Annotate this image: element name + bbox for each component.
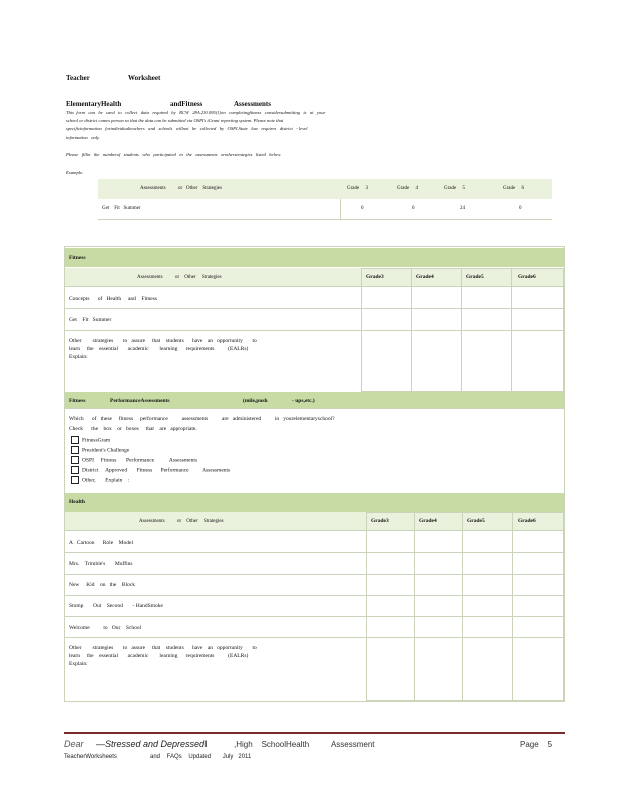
fitness-grade-5: Grade5	[466, 274, 484, 280]
health-grade-6: Grade6	[518, 518, 536, 524]
example-table-row	[98, 199, 552, 220]
performance-title-c: (mile,push	[243, 398, 268, 404]
fitness-row-get-fit-summer: Get Fit Summer	[69, 317, 112, 323]
performance-title-d: - ups,etc.)	[292, 398, 315, 404]
fitness-section-header	[65, 248, 564, 267]
example-label: Example:	[66, 170, 84, 175]
health-grade-5: Grade5	[467, 518, 485, 524]
intro-paragraph-4: information only.	[66, 135, 100, 140]
performance-question: Which of these fitness performance assessments are administered in yourelementaryschool?	[69, 416, 335, 422]
fitness-row-divider	[65, 330, 564, 331]
performance-title-b: PerformanceAssessments	[110, 398, 170, 404]
fitness-row-divider	[65, 308, 564, 309]
example-grade-4: Grade 4	[397, 186, 418, 191]
fitness-grade-6: Grade6	[518, 274, 536, 280]
fitness-other-line-1: Other strategies to assure that students have an opportunity to	[69, 338, 257, 344]
option-district[interactable]	[71, 466, 230, 474]
performance-title-a: Fitness	[69, 398, 86, 404]
example-grade-6: Grade 6	[503, 186, 524, 191]
performance-divider	[65, 408, 564, 409]
option-label: Other, Explain :	[82, 477, 130, 484]
example-value-grade-3: 0	[361, 206, 364, 211]
health-row-divider	[65, 637, 564, 638]
checkbox-icon[interactable]	[71, 436, 79, 444]
fitness-header-label: Assessments or Other Strategies	[137, 275, 222, 280]
health-row-new-kid: New Kid on the Block	[69, 582, 135, 588]
fitness-row-concepts: Concepts of Health and Fitness	[69, 296, 157, 302]
option-label: OSPI Fitness Performance Assessments	[82, 457, 198, 464]
health-row-divider	[65, 595, 564, 596]
header-elementary-health: ElementaryHealth	[66, 100, 122, 108]
footer-updated: and FAQs Updated July 2011	[150, 754, 252, 760]
header-worksheet: Worksheet	[128, 74, 161, 82]
checkbox-icon[interactable]	[71, 446, 79, 454]
option-label: FitnessGram	[82, 437, 111, 444]
fitness-grade-3: Grade3	[366, 274, 384, 280]
footer-subtitle: ,High SchoolHealth Assessment	[234, 740, 375, 749]
fitness-title: Fitness	[69, 255, 86, 261]
footer-dear: Dear	[64, 739, 84, 749]
footer-rule	[64, 732, 565, 734]
example-grade-5: Grade 5	[444, 186, 465, 191]
example-row-label: Get Fit Summer	[102, 206, 141, 211]
example-grade-3: Grade 3	[347, 186, 368, 191]
performance-instruction: Check the box or boxes that are appropriate.	[69, 426, 197, 432]
health-row-cartoon: A Cartoon Role Model	[69, 540, 134, 546]
header-and-fitness: andFitness	[170, 100, 203, 108]
intro-paragraph-3: specificinformation forindividualteachers and schools willnot be collected by OSPI.State law requires district - level	[66, 126, 308, 131]
health-row-divider	[65, 616, 564, 617]
health-section-header	[65, 493, 564, 512]
checkbox-icon[interactable]	[71, 476, 79, 484]
health-other-line-1: Other strategies to assure that students have an opportunity to	[69, 645, 257, 651]
footer-title: —Stressed and Depressed‖	[96, 739, 208, 749]
header-assessments: Assessments	[234, 100, 271, 108]
health-col-grade-5	[462, 512, 513, 701]
checkbox-icon[interactable]	[71, 456, 79, 464]
health-row-divider	[65, 552, 564, 553]
health-col-grade-3	[366, 512, 415, 701]
option-other[interactable]	[71, 476, 129, 484]
example-value-grade-6: 0	[519, 206, 522, 211]
option-ospi[interactable]	[71, 456, 197, 464]
health-grade-4: Grade4	[419, 518, 437, 524]
example-value-grade-5: 24	[460, 206, 465, 211]
footer-page-number: Page 5	[520, 740, 553, 749]
example-header-label: Assessments or Other Strategies	[140, 186, 223, 191]
health-grade-3: Grade3	[371, 518, 389, 524]
option-label: President's Challenge	[82, 447, 130, 454]
checkbox-icon[interactable]	[71, 466, 79, 474]
option-presidents-challenge[interactable]	[71, 446, 129, 454]
intro-paragraph-1: This form can be used to collect data required by RCW 28A.230.095(1)on completingfitness considersubmitting is at your	[66, 110, 326, 115]
footer-worksheets: TeacherWorksheets	[64, 754, 117, 760]
health-row-divider	[65, 574, 564, 575]
option-fitnessgram[interactable]	[71, 436, 110, 444]
health-other-explain: Explain:	[69, 661, 88, 667]
health-row-welcome: Welcome to Our School	[69, 625, 142, 631]
fitness-grade-4: Grade4	[416, 274, 434, 280]
health-col-grade-6	[512, 512, 564, 701]
option-label: District Approved Fitness Performance Assessments	[82, 467, 231, 474]
instruction-text: Please fillin the numberof students who participated in the assessments orotherstrategies listed below.	[66, 152, 282, 157]
fitness-other-line-2: learn the essential academic learning requirements (EALRs)	[69, 346, 249, 352]
example-divider	[340, 199, 341, 219]
header-teacher: Teacher	[66, 74, 90, 82]
health-header-label: Assessments or Other Strategies	[139, 519, 224, 524]
example-value-grade-4: 0	[412, 206, 415, 211]
fitness-other-explain: Explain:	[69, 354, 88, 360]
health-row-stomp: Stomp Out Second - HandSmoke	[69, 603, 163, 609]
health-col-grade-4	[414, 512, 463, 701]
health-other-line-2: learn the essential academic learning requirements (EALRs)	[69, 653, 249, 659]
health-row-muffins: Mrs. Trimble's Muffins	[69, 561, 133, 567]
health-title: Health	[69, 499, 85, 505]
intro-paragraph-2: school or district comes person so that the data can be submitted via OSPI's iGrant reporting system. Please note that	[66, 118, 284, 123]
